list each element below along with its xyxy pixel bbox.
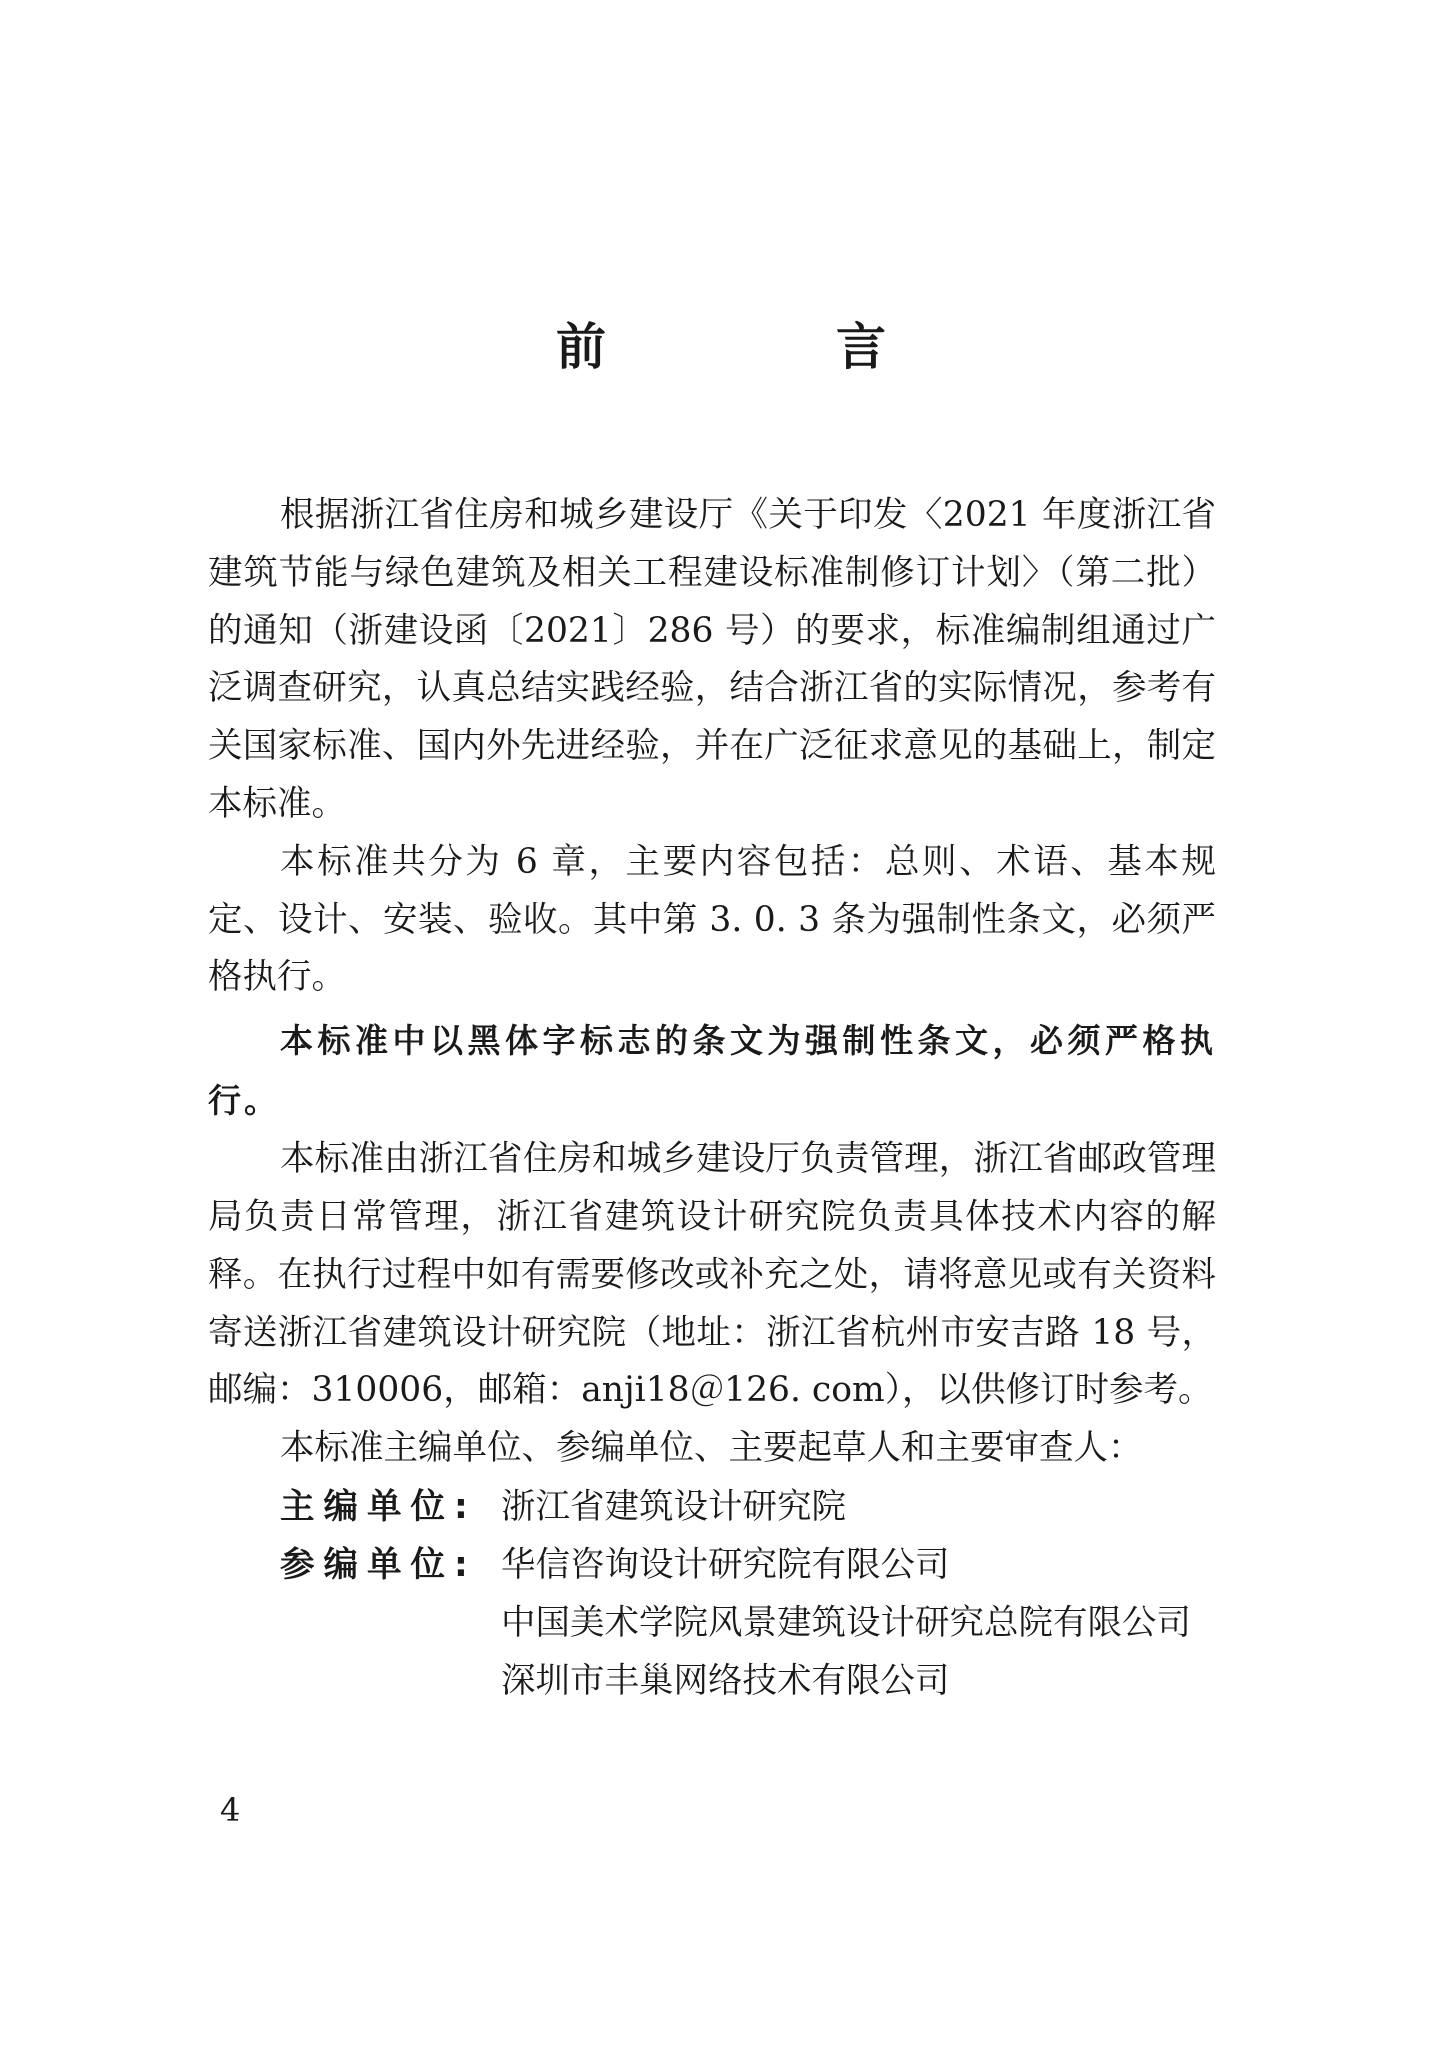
paragraph-mandatory-note: 本标准中以黑体字标志的条文为强制性条文，必须严格执行。 [208,1021,1216,1121]
page-number: 4 [220,1791,241,1829]
participating-unit-row [208,1536,1216,1710]
chief-unit-label: 主编单位: [280,1486,477,1527]
chief-unit-row [208,1478,1216,1536]
paragraph-basis: 根据浙江省住房和城乡建设厅《关于印发〈2021 年度浙江省建筑节能与绿色建筑及相关工程建设标准制修订计划〉（第二批）的通知（浙建设函〔2021〕286 号）的要求，标准编制组通过广泛调查研究，认真总结实践经验，结合浙江省的实际情况，参考有关国家标准、国内外先进经验，并在广泛征求意见的基础上，制定本标准。 [208,495,1216,824]
participating-unit-name: 中国美术学院风景建筑设计研究总院有限公司 [501,1602,1191,1643]
chief-unit-values [501,1478,1216,1536]
preface-body [208,487,1216,1710]
participating-unit-name: 华信咨询设计研究院有限公司 [501,1544,950,1585]
page-title: 前 言 [556,318,976,376]
participating-unit-values [501,1536,1216,1710]
chief-unit-name: 浙江省建筑设计研究院 [501,1486,846,1527]
paragraph-contents: 本标准共分为 6 章，主要内容包括：总则、术语、基本规定、设计、安装、验收。其中第 3. 0. 3 条为强制性条文，必须严格执行。 [208,841,1216,998]
participating-unit-label: 参编单位: [280,1544,477,1585]
paragraph-units-intro: 本标准主编单位、参编单位、主要起草人和主要审查人： [280,1428,1143,1469]
paragraph-management: 本标准由浙江省住房和城乡建设厅负责管理，浙江省邮政管理局负责日常管理，浙江省建筑设计研究院负责具体技术内容的解释。在执行过程中如有需要修改或补充之处，请将意见或有关资料寄送浙江省建筑设计研究院（地址：浙江省杭州市安吉路 18 号，邮编：310006，邮箱：anji18＠126. com），以供修订时参考。 [208,1139,1216,1411]
participating-unit-name: 深圳市丰巢网络技术有限公司 [501,1660,950,1701]
